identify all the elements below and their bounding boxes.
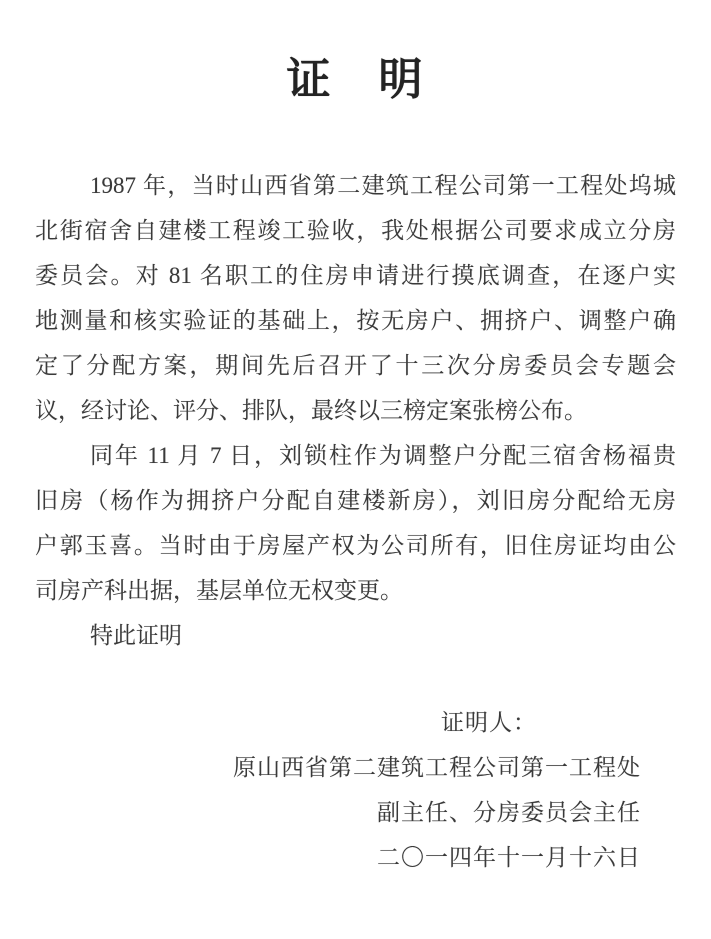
body-line: 议，经讨论、评分、排队，最终以三榜定案张榜公布。 <box>35 398 587 423</box>
signature-block <box>233 700 641 880</box>
body-line: 同年 11 月 7 日，刘锁柱作为调整户分配三宿舍杨福贵 <box>90 443 676 468</box>
attestation-line: 特此证明 <box>90 623 182 648</box>
body-line: 司房产科出据，基层单位无权变更。 <box>35 578 403 603</box>
signature-date-line: 二〇一四年十一月十六日 <box>377 845 641 870</box>
signer-org-line: 原山西省第二建筑工程公司第一工程处 <box>233 755 641 780</box>
body-line: 旧房（杨作为拥挤户分配自建楼新房），刘旧房分配给无房 <box>35 488 676 513</box>
document-body <box>35 163 676 658</box>
body-line: 1987 年，当时山西省第二建筑工程公司第一工程处坞城 <box>90 173 676 198</box>
body-line: 地测量和核实验证的基础上，按无房户、拥挤户、调整户确 <box>35 308 676 333</box>
body-line: 委员会。对 81 名职工的住房申请进行摸底调查，在逐户实 <box>35 263 676 288</box>
signer-role-line: 副主任、分房委员会主任 <box>377 800 641 825</box>
body-line: 定了分配方案，期间先后召开了十三次分房委员会专题会 <box>35 353 676 378</box>
body-line: 北街宿舍自建楼工程竣工验收，我处根据公司要求成立分房 <box>35 218 676 243</box>
document-title: 证 明 <box>286 55 425 104</box>
body-line: 户郭玉喜。当时由于房屋产权为公司所有，旧住房证均由公 <box>35 533 676 558</box>
signer-label: 证明人： <box>441 710 537 735</box>
